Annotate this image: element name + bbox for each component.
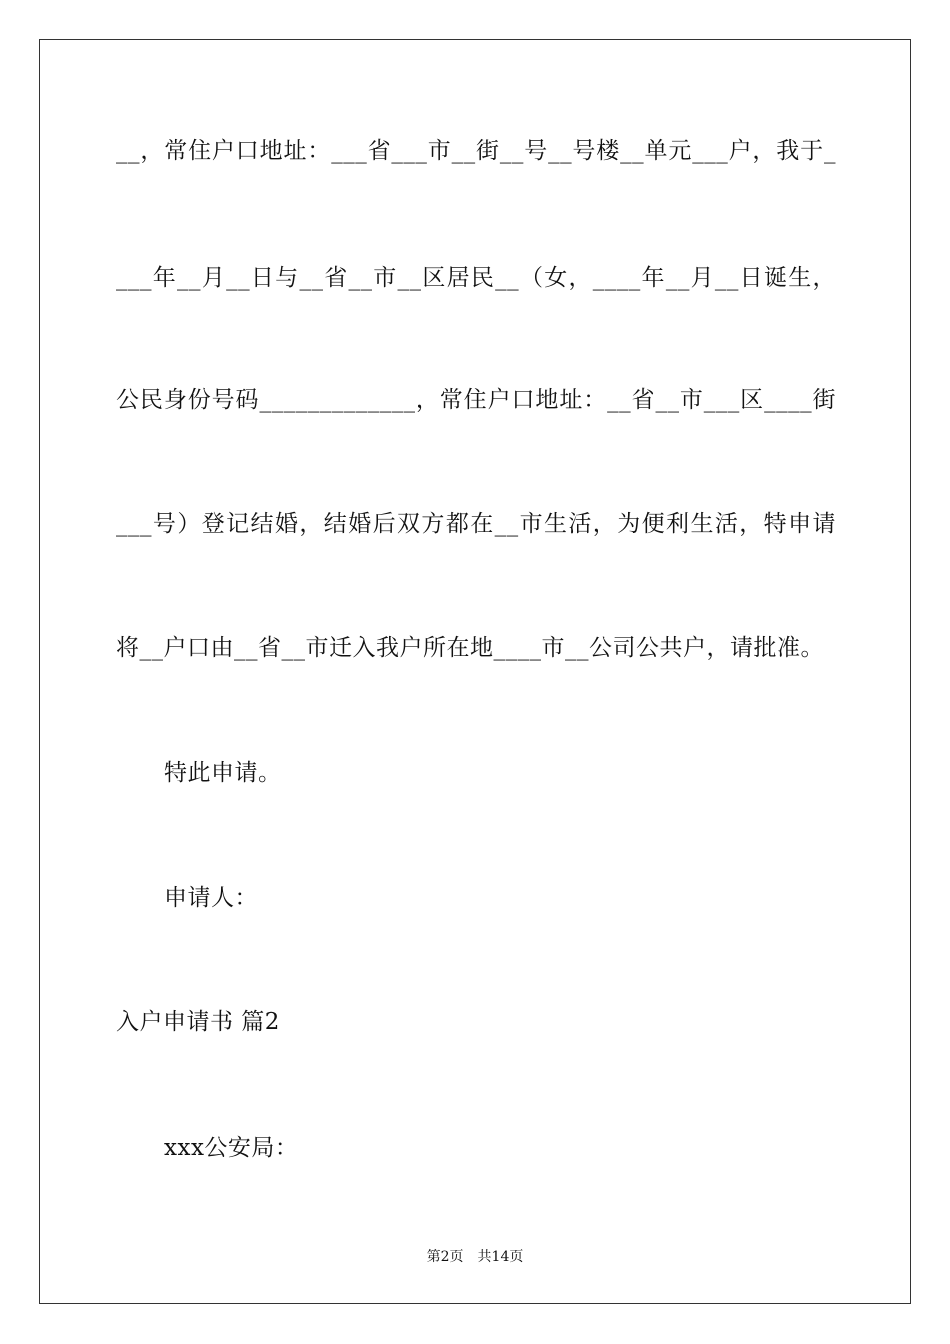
body-line-2: ___年__月__日与__省__市__区居民__（女，____年__月__日诞生，	[116, 265, 836, 291]
body-line-4: ___号）登记结婚，结婚后双方都在__市生活，为便利生活，特申请	[116, 511, 836, 537]
page-border	[39, 39, 911, 1304]
page-number-footer: 第2页 共14页	[426, 1249, 524, 1265]
addressee: xxx公安局：	[164, 1135, 299, 1161]
applicant-label: 申请人：	[164, 885, 258, 911]
body-line-5: 将__户口由__省__市迁入我户所在地____市__公司公共户，请批准。	[116, 635, 824, 661]
body-line-3: 公民身份号码_____________，常住户口地址：__省__市___区____街	[116, 387, 836, 413]
closing-text: 特此申请。	[164, 760, 282, 786]
body-line-1: __，常住户口地址：___省___市__街__号__号楼__单元___户，我于_	[116, 138, 836, 164]
section-title: 入户申请书 篇2	[116, 1009, 280, 1035]
